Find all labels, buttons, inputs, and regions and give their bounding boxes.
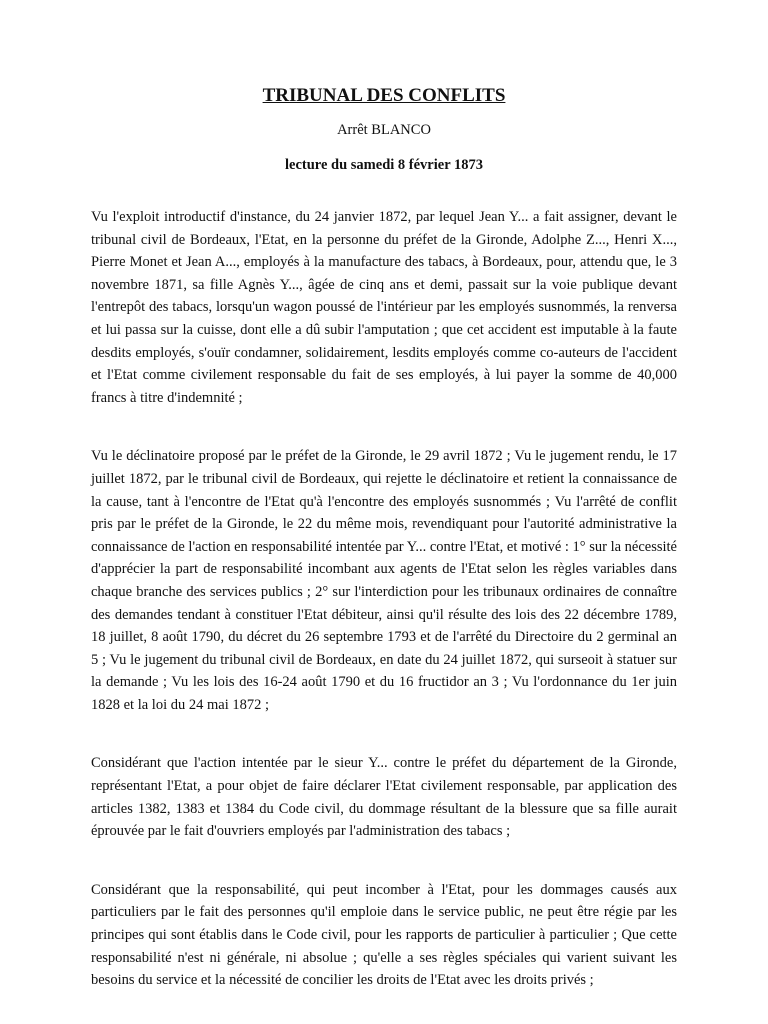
paragraph-considerant-responsabilite: Considérant que la responsabilité, qui peut incomber à l'Etat, pour les dommages causés aux particuliers par le fait des personnes qu'il emploie dans le service public, ne peut être régie par les principes qui sont établis dans le Code civil, pour les rapports de particulier à particulier ; Que cette responsabilité n'est ni générale, ni absolue ; qu'elle a ses règles spéciales qui varient suivant les besoins du service et la nécessité de concilier les droits de l'Etat avec les droits privés ; bbox=[91, 881, 677, 989]
paragraph-exploit: Vu l'exploit introductif d'instance, du 24 janvier 1872, par lequel Jean Y... a fait assigner, devant le tribunal civil de Bordeaux, l'Etat, en la personne du préfet de la Gironde, Adolphe Z..., Henri X..., Pierre Monet et Jean A..., employés à la manufacture des tabacs, à Bordeaux, pour, attendu que, le 3 novembre 1871, sa fille Agnès Y..., âgée de cinq ans et demi, passait sur la voie publique devant l'entrepôt des tabacs, lorsqu'un wagon poussé de l'intérieur par les employés susnommés, la renversa et lui passa sur la cuisse, dont elle a dû subir l'amputation ; que cet accident est imputable à la faute desdits employés, s'ouïr condamner, solidairement, lesdits employés comme co-auteurs de l'accident et l'Etat comme civilement responsable du fait de ses employés, à lui payer la somme de 40,000 francs à titre d'indemnité ; bbox=[91, 209, 677, 406]
reading-date: lecture du samedi 8 février 1873 bbox=[285, 157, 483, 173]
paragraph-declinatoire: Vu le déclinatoire proposé par le préfet de la Gironde, le 29 avril 1872 ; Vu le jugement rendu, le 17 juillet 1872, par le tribunal civil de Bordeaux, qui rejette le déclinatoire et retient la connaissance de la cause, tant à l'encontre de l'Etat qu'à l'encontre des employés susnommés ; Vu l'arrêté de conflit pris par le préfet de la Gironde, le 22 du même mois, revendiquant pour l'autorité administrative la connaissance de l'action en responsabilité intentée par Y... contre l'Etat, et motivé : 1° sur la nécessité d'apprécier la part de responsabilité incombant aux agents de l'Etat selon les règles variables dans chaque branche des services publics ; 2° sur l'interdiction pour les tribunaux ordinaires de connaître des demandes tendant à constituer l'Etat débiteur, ainsi qu'il résulte des lois des 22 décembre 1789, 18 juillet, 8 août 1790, du décret du 26 septembre 1793 et de l'arrêté du Directoire du 2 germinal an 5 ; Vu le jugement du tribunal civil de Bordeaux, en date du 24 juillet 1872, qui surseoit à statuer sur la demande ; Vu les lois des 16-24 août 1790 et du 16 fructidor an 3 ; Vu l'ordonnance du 1er juin 1828 et la loi du 24 mai 1872 ; bbox=[91, 448, 677, 713]
paragraph-considerant-action: Considérant que l'action intentée par le sieur Y... contre le préfet du département de la Gironde, représentant l'Etat, a pour objet de faire déclarer l'Etat civilement responsable, par application des articles 1382, 1383 et 1384 du Code civil, du dommage résultant de la blessure que sa fille aurait éprouvée par le fait d'ouvriers employés par l'administration des tabacs ; bbox=[91, 755, 677, 840]
document-body bbox=[91, 206, 677, 992]
document-title: TRIBUNAL DES CONFLITS bbox=[262, 85, 506, 106]
decision-name: Arrêt BLANCO bbox=[337, 122, 431, 138]
